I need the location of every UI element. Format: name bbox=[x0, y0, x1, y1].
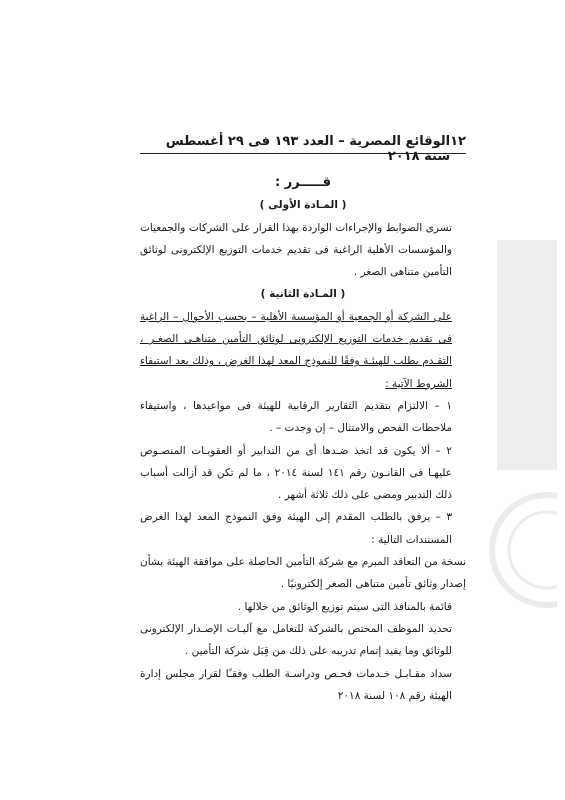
article2-heading: ( المـادة الثانية ) bbox=[260, 288, 346, 301]
condition-2: ٢ – ألا يكون قد اتخذ ضـدها أى من التدابير أو العقوبـات المنصـوص عليهـا فى القانـون رقم ١٤١ لسنة ٢٠١٤ ، ما لم تكن قد أزالت أسباب ذلك التدبير ومضى على ذلك ثلاثة أشهر . bbox=[140, 444, 452, 502]
article1-heading: ( المـادة الأولى ) bbox=[259, 199, 347, 212]
document-item-2: قائمة بالمنافذ التى سيتم توزيع الوثائق من خلالها . bbox=[237, 600, 452, 613]
document-item-3: تحديد الموظف المختص بالشركة للتعامل مع آليـات الإصـدار الإلكترونى للوثائق وما يفيد إتمام تدريبه على ذلك من قِبَل شركة التأمين . bbox=[140, 622, 452, 658]
watermark-seal bbox=[477, 220, 557, 620]
article2-text: على الشركة أو الجمعية أو المؤسسة الأهلية – بحسب الأحوال – الراغبة فى تقديم خدمات التوزيع الإلكترونى لوثائق التأمين متناهـى الصغـر ، التقـدم بطلب للهيئـة وفقًا للنموذج المعد لهذا الغرض ، وذلك بعد استيفاء الشروط الآتية : bbox=[140, 310, 452, 390]
condition-1: ١ – الالتزام بتقديم التقارير الرقابية للهيئة فى مواعيدها ، واستيفاء ملاحظات الفحص والامتثال – إن وجدت – . bbox=[140, 399, 452, 435]
header-divider bbox=[140, 153, 466, 154]
document-item-1: نسخة من التعاقد المبرم مع شركة التأمين الحاصلة على موافقة الهيئة بشأن إصدار وثائق تأمين متناهى الصغر إلكترونيًا . bbox=[140, 556, 466, 591]
page-number: ١٢ bbox=[450, 134, 466, 149]
condition-3: ٣ – يرفق بالطلب المقدم إلى الهيئة وفق النموذج المعد لهذا الغرض المستندات التالية : bbox=[140, 511, 452, 546]
article1-text: تسرى الضوابط والإجراءات الواردة بهذا القرار على الشركات والجمعيات والمؤسسات الأهلية الراغبة فى تقديم خدمات التوزيع الإلكترونى لوثائق التأمين متناهى الصغر . bbox=[140, 221, 452, 279]
issue-line: الوقائع المصرية – العدد ١٩٣ فى ٢٩ أغسطس سنة ٢٠١٨ bbox=[165, 134, 451, 164]
decree-body bbox=[140, 172, 466, 707]
page-header bbox=[140, 134, 466, 164]
document-item-4: سداد مقـابـل خـدمات فحـص ودراسـة الطلب وفقـًا لقرار مجلس إدارة الهيئة رقم ١٠٨ لسنة ٢٠١٨ bbox=[140, 667, 452, 702]
decree-title: قـــــرر : bbox=[274, 175, 332, 190]
